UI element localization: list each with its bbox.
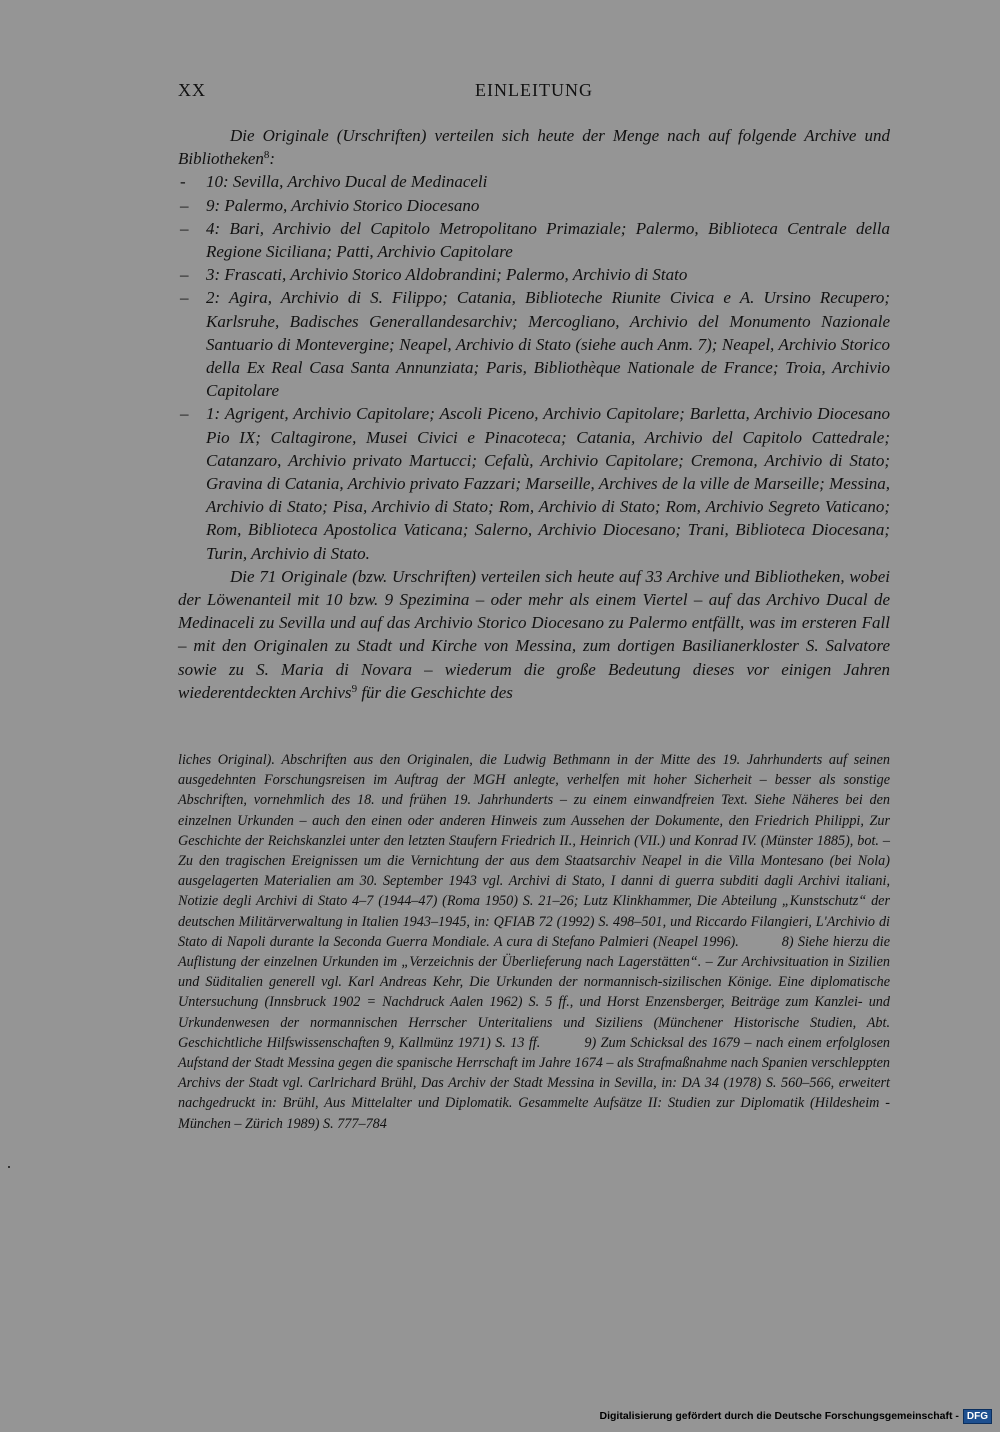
list-dash: – bbox=[180, 195, 189, 215]
footnote-text: liches Original). Abschriften aus den Originalen, die Ludwig Bethmann in der Mitte des 19. Jahrhunderts auf seinen ausgedehnten Forschungsreisen im Auftrag der MGH anlegte, verhelfen mit hoher Sicherheit – besser als sonstige Abschriften, vornehmlich des 18. und frühen 19. Jahrhunderts – zu einem einwandfreien Text. Siehe Näheres bei den einzelnen Urkunden – auch den einen oder anderen Hinweis zum Aussehen der Dokumente, den Friedrich Philippi, Zur Geschichte der Reichskanzlei unter den letzten Staufern Friedrich II., Heinrich (VII.) und Konrad IV. (Münster 1885), bot. – Zu den tragischen Ereignissen um die Vernichtung der aus dem Staatsarchiv Neapel in die Villa Montesano (bei Nola) ausgelagerten Materialien am 30. September 1943 vgl. Archivi di Stato, I danni di guerra subditi dagli Archivi italiani, Notizie degli Archivi di Stato 4–7 (1944–47) (Roma 1950) S. 21–26; Lutz Klinkhammer, Die Abteilung „Kunstschutz“ der deutschen Militärverwaltung in Italien 1943–1945, in: QFIAB 72 (1992) S. 498–501, und Riccardo Filangieri, L'Archivio di Stato di Napoli durante la Seconda Guerra Mondiale. A cura di Stefano Palmieri (Neapel 1996). 8) Siehe hierzu die Auflistung der einzelnen Urkunden im „Verzeichnis der Überlieferung nach Lagerstätten“. – Zur Archivsituation in Sizilien und Süditalien generell vgl. Karl Andreas Kehr, Die Urkunden der normannisch-sizilischen Könige. Eine diplomatische Untersuchung (Innsbruck 1902 = Nachdruck Aalen 1962) S. 5 ff., und Horst Enzensberger, Beiträge zum Kanzlei- und Urkundenwesen der normannischen Herrscher Unteritaliens und Siziliens (Münchener Historische Studien, Abt. Geschichtliche Hilfswissenschaften 9, Kallmünz 1971) S. 13 ff. 9) Zum Schicksal des 1679 – nach einem erfolglosen Aufstand der Stadt Messina gegen die spanische Herrschaft im Jahre 1674 – als Strafmaßnahme nach Spanien verschleppten Archivs der Stadt vgl. Carlrichard Brühl, Das Archiv der Stadt Messina in Sevilla, in: DA 34 (1978) S. 560–566, erweitert nachgedruckt in: Brühl, Aus Mittelalter und Diplomatik. Gesammelte Aufsätze II: Studien zur Diplomatik (Hildesheim - München – Zürich 1989) S. 777–784 bbox=[178, 752, 894, 1132]
credit-text: Digitalisierung gefördert durch die Deutsche Forschungsgemeinschaft - bbox=[599, 1410, 959, 1422]
running-header bbox=[178, 80, 890, 106]
footnote-ref-9: 9 bbox=[351, 682, 358, 695]
list-item bbox=[178, 217, 890, 263]
list-item-text: 2: Agira, Archivio di S. Filippo; Catania, Biblioteche Riunite Civica e A. Ursino Recupero; Karlsruhe, Badisches Generallandesarchiv; Mercogliano, Archivio del Monumento Nazionale Santuario di Montevergine; Neapel, Archivio di Stato (siehe auch Anm. 7); Neapel, Archivio Storico della Ex Real Casa Santa Annunziata; Paris, Bibliothèque Nationale de France; Troia, Archivio Capitolare bbox=[206, 288, 890, 401]
list-item-text: 4: Bari, Archivio del Capitolo Metropolitano Primaziale; Palermo, Biblioteca Centrale della Regione Siciliana; Patti, Archivio Capitolare bbox=[206, 218, 890, 262]
list-item bbox=[178, 170, 890, 193]
running-title: EINLEITUNG bbox=[475, 80, 593, 100]
page-number: XX bbox=[178, 80, 206, 100]
intro-paragraph bbox=[178, 124, 890, 170]
list-item bbox=[178, 194, 890, 217]
list-item-text: 1: Agrigent, Archivio Capitolare; Ascoli Piceno, Archivio Capitolare; Barletta, Archivio Diocesano Pio IX; Caltagirone, Musei Civici e Pinacoteca; Catania, Archivio del Capitolo Cattedrale; Catanzaro, Archivio privato Martucci; Cefalù, Archivio Capitolare; Cremona, Archivio di Stato; Gravina di Catania, Archivio privato Fazzari; Marseille, Archives de la ville de Marseille; Messina, Archivio di Stato; Pisa, Archivio di Stato; Rom, Archivio di Stato; Rom, Archivio Segreto Vaticano; Rom, Biblioteca Apostolica Vaticana; Salerno, Archivio Diocesano; Trani, Biblioteca Diocesana; Turin, Archivio di Stato. bbox=[206, 404, 890, 563]
footnote-ref-8: 8 bbox=[263, 149, 270, 162]
body-paragraph bbox=[178, 565, 890, 704]
scan-speck bbox=[8, 1166, 10, 1168]
list-item bbox=[178, 286, 890, 402]
intro-colon: : bbox=[269, 149, 276, 169]
digitization-credit bbox=[600, 1407, 993, 1425]
intro-text: Die Originale (Urschriften) verteilen sich heute der Menge nach auf folgende Archive und Bibliotheken bbox=[178, 126, 890, 169]
list-item-text: 9: Palermo, Archivio Storico Diocesano bbox=[206, 195, 480, 215]
list-dash: – bbox=[180, 265, 189, 285]
list-dash: - bbox=[180, 172, 186, 192]
body-paragraph-tail: für die Geschichte des bbox=[357, 682, 513, 702]
list-item-text: 3: Frascati, Archivio Storico Aldobrandini; Palermo, Archivio di Stato bbox=[206, 265, 688, 285]
archive-list bbox=[178, 170, 890, 564]
main-text bbox=[178, 124, 890, 704]
list-item bbox=[178, 263, 890, 286]
footnotes bbox=[178, 750, 894, 1134]
list-item bbox=[178, 402, 890, 564]
list-dash: – bbox=[180, 218, 189, 238]
dfg-logo-icon: DFG bbox=[963, 1409, 992, 1424]
list-dash: – bbox=[180, 404, 189, 424]
body-paragraph-text: Die 71 Originale (bzw. Urschriften) verteilen sich heute auf 33 Archive und Bibliotheken, wobei der Löwenanteil mit 10 bzw. 9 Spezimina – oder mehr als einem Viertel – auf das Archivo Ducal de Medinaceli zu Sevilla und auf das Archivio Storico Diocesano zu Palermo entfällt, was im ersteren Fall – mit den Originalen zu Stadt und Kirche von Messina, zum dortigen Basilianerkloster S. Salvatore sowie zu S. Maria di Novara – wiederum die große Bedeutung dieses vor einigen Jahren wiederentdeckten Archivs bbox=[178, 566, 890, 702]
list-item-text: 10: Sevilla, Archivo Ducal de Medinaceli bbox=[206, 172, 488, 192]
list-dash: – bbox=[180, 288, 189, 308]
